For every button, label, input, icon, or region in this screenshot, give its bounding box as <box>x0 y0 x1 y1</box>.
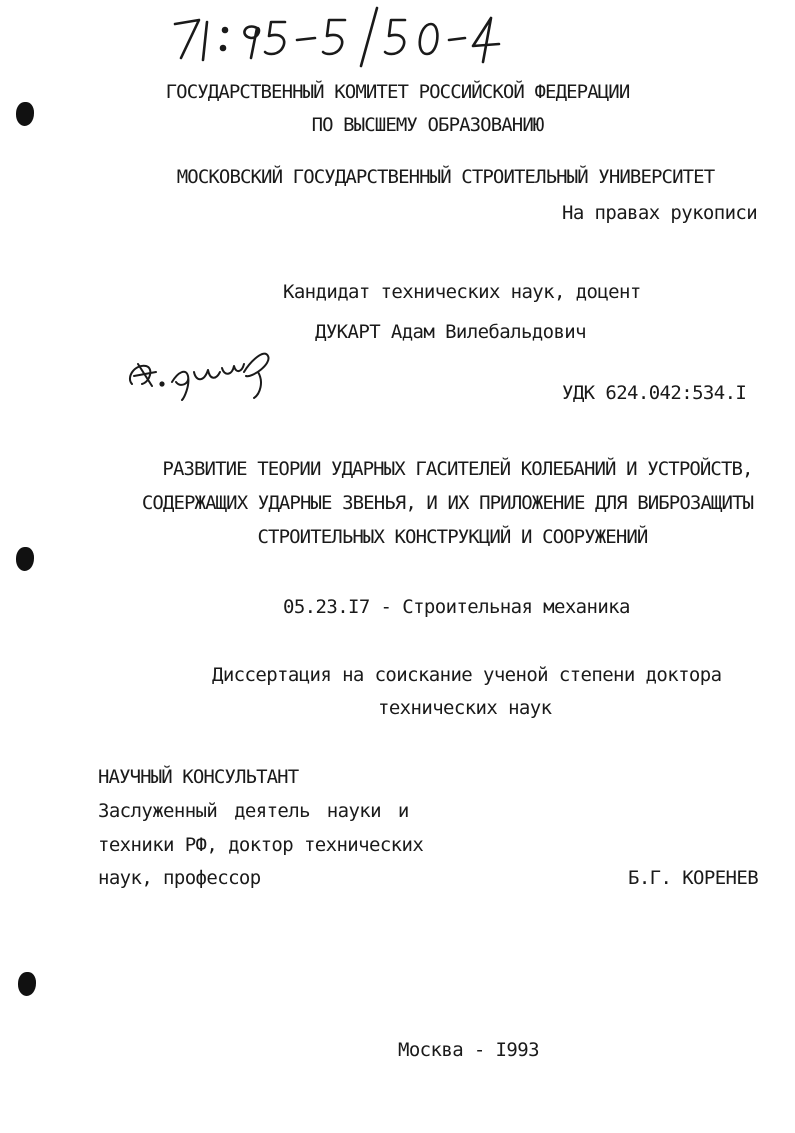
place-and-year: Москва - I993 <box>398 1039 539 1061</box>
consultant-name: Б.Г. КОРЕНЕВ <box>628 867 759 889</box>
punch-hole-middle <box>16 547 34 571</box>
handwritten-archive-code <box>165 6 505 68</box>
consultant-heading: НАУЧНЫЙ КОНСУЛЬТАНТ <box>98 766 299 788</box>
committee-line-1: ГОСУДАРСТВЕННЫЙ КОМИТЕТ РОССИЙСКОЙ ФЕДЕРАЦИИ <box>165 81 630 103</box>
dissertation-line-1: Диссертация на соискание ученой степени доктора <box>212 664 722 686</box>
udc-code: УДК 624.042:534.I <box>562 382 747 404</box>
punch-hole-bottom <box>18 972 36 996</box>
university-name: МОСКОВСКИЙ ГОСУДАРСТВЕННЫЙ СТРОИТЕЛЬНЫЙ УНИВЕРСИТЕТ <box>176 166 715 188</box>
title-line-1: РАЗВИТИЕ ТЕОРИИ УДАРНЫХ ГАСИТЕЛЕЙ КОЛЕБАНИЙ И УСТРОЙСТВ, <box>162 458 753 480</box>
consultant-title-line-3: наук, профессор <box>98 867 261 889</box>
title-line-2: СОДЕРЖАЩИХ УДАРНЫЕ ЗВЕНЬЯ, И ИХ ПРИЛОЖЕНИЕ ДЛЯ ВИБРОЗАЩИТЫ <box>141 492 754 514</box>
dissertation-line-2: технических наук <box>378 697 552 719</box>
author-signature <box>124 342 284 402</box>
committee-line-2: ПО ВЫСШЕМУ ОБРАЗОВАНИЮ <box>311 114 544 136</box>
specialty-code: 05.23.I7 - Строительная механика <box>283 596 630 618</box>
title-line-3: СТРОИТЕЛЬНЫХ КОНСТРУКЦИЙ И СООРУЖЕНИЙ <box>257 526 648 548</box>
author-name: ДУКАРТ Адам Вилебальдович <box>315 321 586 343</box>
consultant-title-line-1: Заслуженный деятель науки и <box>98 800 409 822</box>
manuscript-rights: На правах рукописи <box>562 202 758 224</box>
author-degree: Кандидат технических наук, доцент <box>283 281 641 303</box>
consultant-title-line-2: техники РФ, доктор технических <box>98 834 424 856</box>
